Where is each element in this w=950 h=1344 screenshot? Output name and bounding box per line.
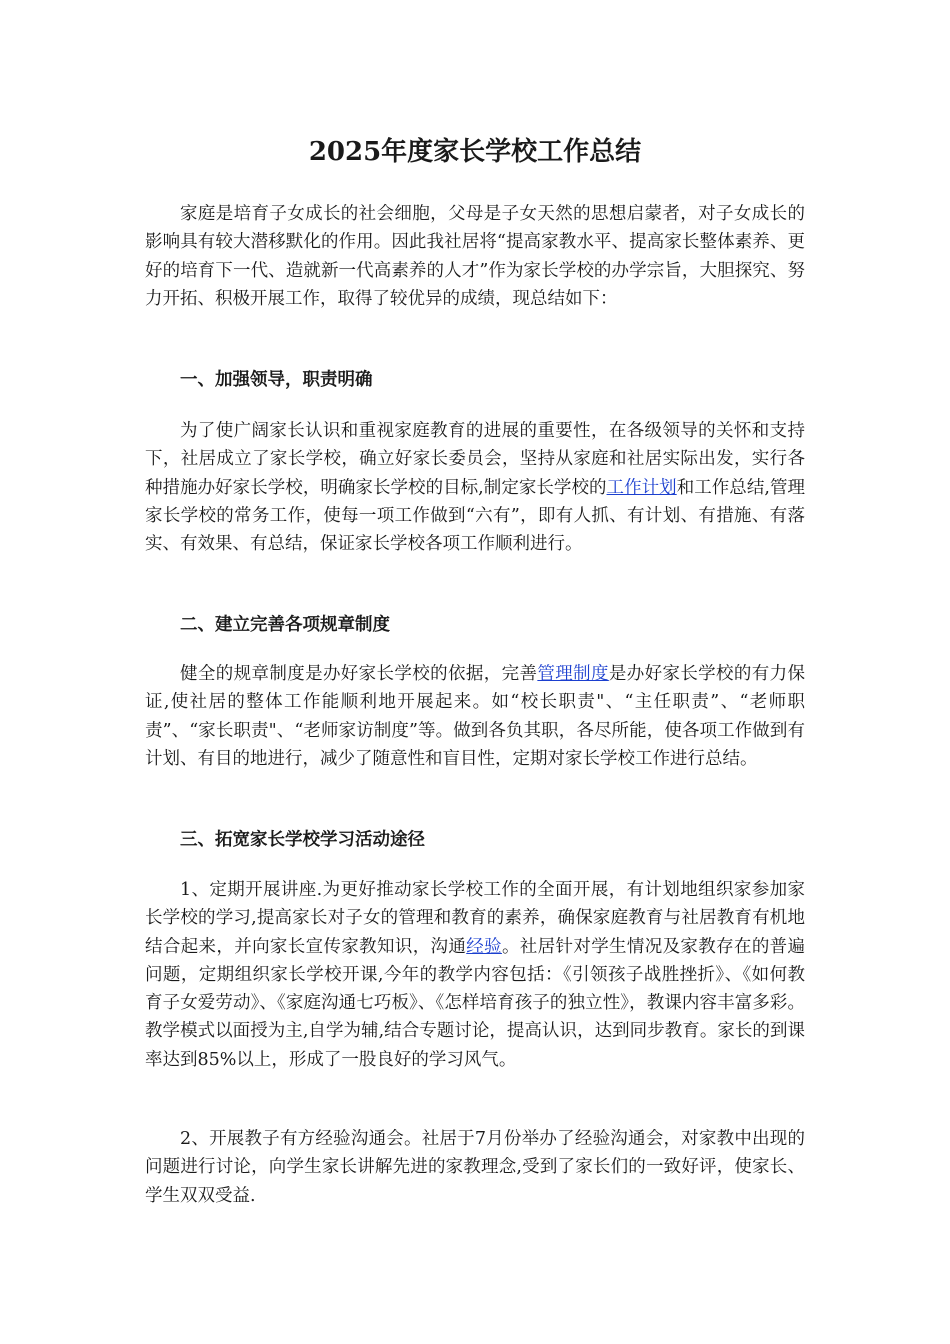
section2-paragraph: [145, 660, 805, 773]
section2-heading: 二、建立完善各项规章制度: [180, 615, 390, 635]
document-title: 2025年度家长学校工作总结: [308, 137, 642, 167]
section1-heading: 一、加强领导，职责明确: [180, 370, 373, 390]
section3-item1-text-before: 1、定期开展讲座.为更好推动家长学校工作的全面开展，有计划地组织家参加家长学校的学习,提高家长对子女的管理和教育的素养，确保家庭教育与社居教育有机地结合起来，并向家长宣传家教知识，沟通: [145, 880, 805, 957]
section2-text-before: 健全的规章制度是办好家长学校的依据，完善: [180, 664, 538, 684]
intro-paragraph: [145, 200, 805, 313]
experience-link[interactable]: 经验: [466, 936, 502, 957]
section3-item2-text: 2、开展教子有方经验沟通会。社居于7月份举办了经验沟通会，对家教中出现的问题进行讨论，向学生家长讲解先进的家教理念,受到了家长们的一致好评，使家长、学生双双受益.: [145, 1129, 805, 1206]
section3-item2-paragraph: [145, 1125, 805, 1210]
section2-text-after: 是办好家长学校的有力保证,使社居的整体工作能顺利地开展起来。如“校长职责"、“主任职责”、“老师职责”、“家长职责"、“老师家访制度”等。做到各负其职，各尽所能，使各项工作做到有计划、有目的地进行，减少了随意性和盲目性，定期对家长学校工作进行总结。: [145, 664, 806, 769]
management-system-link[interactable]: 管理制度: [537, 664, 609, 684]
section1-text-after: 和工作总结,管理家长学校的常务工作，使每一项工作做到“六有”，即有人抓、有计划、有措施、有落实、有效果、有总结，保证家长学校各项工作顺利进行。: [145, 477, 806, 555]
section1-paragraph: [145, 417, 805, 558]
section3-heading: 三、拓宽家长学校学习活动途径: [180, 830, 425, 850]
section1-text-before: 为了使广阔家长认识和重视家庭教育的进展的重要性，在各级领导的关怀和支持下，社居成立了家长学校，确立好家长委员会，坚持从家庭和社居实际出发，实行各种措施办好家长学校，明确家长学校的目标,制定家长学校的: [145, 421, 805, 498]
section3-item1-paragraph: [145, 876, 805, 1074]
section3-item1-text-after: 。社居针对学生情况及家教存在的普遍问题，定期组织家长学校开课,今年的教学内容包括：《引领孩子战胜挫折》、《如何教育子女爱劳动》、《家庭沟通七巧板》、《怎样培育孩子的独立性》，教课内容丰富多彩。教学模式以面授为主,自学为辅,结合专题讨论，提高认识，达到同步教育。家长的到课率达到85%以上，形成了一股良好的学习风气。: [145, 936, 806, 1070]
work-plan-link[interactable]: 工作计划: [606, 477, 677, 498]
intro-text: 家庭是培育子女成长的社会细胞，父母是子女天然的思想启蒙者，对子女成长的影响具有较大潜移默化的作用。因此我社居将“提高家教水平、提高家长整体素养、更好的培育下一代、造就新一代高素养的人才”作为家长学校的办学宗旨，大胆探究、努力开拓、积极开展工作，取得了较优异的成绩，现总结如下：: [145, 204, 805, 309]
